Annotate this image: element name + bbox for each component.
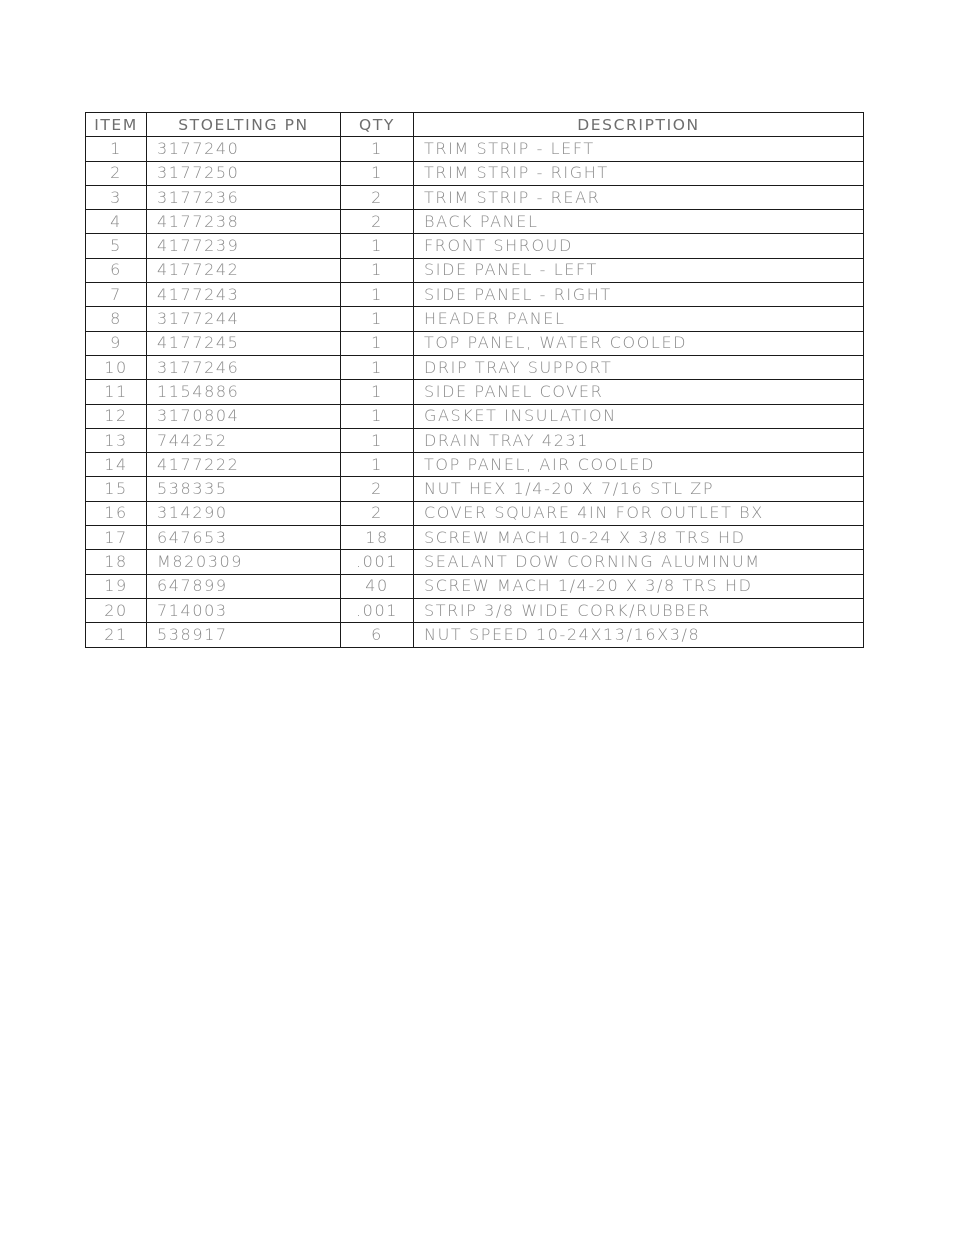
cell-qty: 1 <box>341 234 414 258</box>
cell-item: 12 <box>86 404 147 428</box>
cell-description: NUT SPEED 10-24X13/16X3/8 <box>414 623 864 647</box>
cell-item: 5 <box>86 234 147 258</box>
cell-item: 21 <box>86 623 147 647</box>
cell-stoelting-pn: 3177244 <box>147 307 341 331</box>
cell-item: 13 <box>86 428 147 452</box>
cell-stoelting-pn: 714003 <box>147 598 341 622</box>
header-item: ITEM <box>86 113 147 137</box>
cell-qty: 1 <box>341 380 414 404</box>
table-row <box>86 234 864 258</box>
cell-stoelting-pn: 1154886 <box>147 380 341 404</box>
cell-qty: 1 <box>341 453 414 477</box>
cell-description: COVER SQUARE 4IN FOR OUTLET BX <box>414 501 864 525</box>
table-row <box>86 307 864 331</box>
cell-stoelting-pn: 538917 <box>147 623 341 647</box>
table-row <box>86 137 864 161</box>
cell-item: 10 <box>86 355 147 379</box>
cell-qty: 2 <box>341 477 414 501</box>
cell-description: BACK PANEL <box>414 210 864 234</box>
cell-stoelting-pn: 538335 <box>147 477 341 501</box>
cell-description: SIDE PANEL - LEFT <box>414 258 864 282</box>
cell-item: 6 <box>86 258 147 282</box>
cell-qty: .001 <box>341 550 414 574</box>
cell-item: 14 <box>86 453 147 477</box>
cell-stoelting-pn: 3170804 <box>147 404 341 428</box>
cell-description: SIDE PANEL COVER <box>414 380 864 404</box>
cell-stoelting-pn: 4177239 <box>147 234 341 258</box>
cell-qty: 1 <box>341 404 414 428</box>
table-header-row <box>86 113 864 137</box>
table-row <box>86 161 864 185</box>
cell-item: 18 <box>86 550 147 574</box>
cell-item: 3 <box>86 185 147 209</box>
cell-description: TOP PANEL, AIR COOLED <box>414 453 864 477</box>
table-row <box>86 550 864 574</box>
table-row <box>86 404 864 428</box>
cell-stoelting-pn: 647653 <box>147 526 341 550</box>
cell-qty: 2 <box>341 210 414 234</box>
cell-description: GASKET INSULATION <box>414 404 864 428</box>
cell-item: 7 <box>86 283 147 307</box>
cell-item: 20 <box>86 598 147 622</box>
cell-stoelting-pn: 4177243 <box>147 283 341 307</box>
cell-description: TOP PANEL, WATER COOLED <box>414 331 864 355</box>
cell-qty: 2 <box>341 501 414 525</box>
cell-item: 11 <box>86 380 147 404</box>
table-row <box>86 453 864 477</box>
cell-item: 19 <box>86 574 147 598</box>
cell-stoelting-pn: 744252 <box>147 428 341 452</box>
cell-qty: 1 <box>341 161 414 185</box>
table-row <box>86 501 864 525</box>
table-row <box>86 283 864 307</box>
cell-qty: 1 <box>341 331 414 355</box>
cell-stoelting-pn: 3177236 <box>147 185 341 209</box>
cell-stoelting-pn: 4177242 <box>147 258 341 282</box>
cell-qty: 1 <box>341 283 414 307</box>
cell-qty: 2 <box>341 185 414 209</box>
header-stoelting-pn: STOELTING PN <box>147 113 341 137</box>
table-row <box>86 574 864 598</box>
table-row <box>86 526 864 550</box>
table-row <box>86 210 864 234</box>
table-row <box>86 477 864 501</box>
cell-description: TRIM STRIP - RIGHT <box>414 161 864 185</box>
cell-qty: 1 <box>341 355 414 379</box>
cell-description: DRAIN TRAY 4231 <box>414 428 864 452</box>
cell-description: TRIM STRIP - LEFT <box>414 137 864 161</box>
cell-description: FRONT SHROUD <box>414 234 864 258</box>
cell-stoelting-pn: 314290 <box>147 501 341 525</box>
cell-description: SCREW MACH 10-24 X 3/8 TRS HD <box>414 526 864 550</box>
header-qty: QTY <box>341 113 414 137</box>
table-row <box>86 380 864 404</box>
table-row <box>86 623 864 647</box>
cell-item: 15 <box>86 477 147 501</box>
table-row <box>86 331 864 355</box>
table-row <box>86 598 864 622</box>
cell-description: SEALANT DOW CORNING ALUMINUM <box>414 550 864 574</box>
cell-description: DRIP TRAY SUPPORT <box>414 355 864 379</box>
cell-qty: 40 <box>341 574 414 598</box>
cell-qty: .001 <box>341 598 414 622</box>
table-row <box>86 355 864 379</box>
table-row <box>86 185 864 209</box>
cell-item: 16 <box>86 501 147 525</box>
cell-qty: 18 <box>341 526 414 550</box>
cell-stoelting-pn: 4177222 <box>147 453 341 477</box>
cell-qty: 1 <box>341 307 414 331</box>
cell-qty: 1 <box>341 428 414 452</box>
cell-stoelting-pn: 4177245 <box>147 331 341 355</box>
cell-description: STRIP 3/8 WIDE CORK/RUBBER <box>414 598 864 622</box>
parts-list-table <box>85 112 864 648</box>
parts-table-body <box>86 137 864 647</box>
cell-stoelting-pn: 3177240 <box>147 137 341 161</box>
cell-description: NUT HEX 1/4-20 X 7/16 STL ZP <box>414 477 864 501</box>
table-row <box>86 258 864 282</box>
cell-item: 17 <box>86 526 147 550</box>
cell-qty: 6 <box>341 623 414 647</box>
cell-stoelting-pn: 3177250 <box>147 161 341 185</box>
cell-item: 4 <box>86 210 147 234</box>
cell-stoelting-pn: 3177246 <box>147 355 341 379</box>
cell-description: HEADER PANEL <box>414 307 864 331</box>
cell-item: 9 <box>86 331 147 355</box>
cell-description: SIDE PANEL - RIGHT <box>414 283 864 307</box>
cell-item: 1 <box>86 137 147 161</box>
table-row <box>86 428 864 452</box>
cell-stoelting-pn: M820309 <box>147 550 341 574</box>
cell-item: 8 <box>86 307 147 331</box>
cell-stoelting-pn: 4177238 <box>147 210 341 234</box>
cell-item: 2 <box>86 161 147 185</box>
cell-stoelting-pn: 647899 <box>147 574 341 598</box>
header-description: DESCRIPTION <box>414 113 864 137</box>
cell-qty: 1 <box>341 137 414 161</box>
cell-description: TRIM STRIP - REAR <box>414 185 864 209</box>
cell-qty: 1 <box>341 258 414 282</box>
cell-description: SCREW MACH 1/4-20 X 3/8 TRS HD <box>414 574 864 598</box>
